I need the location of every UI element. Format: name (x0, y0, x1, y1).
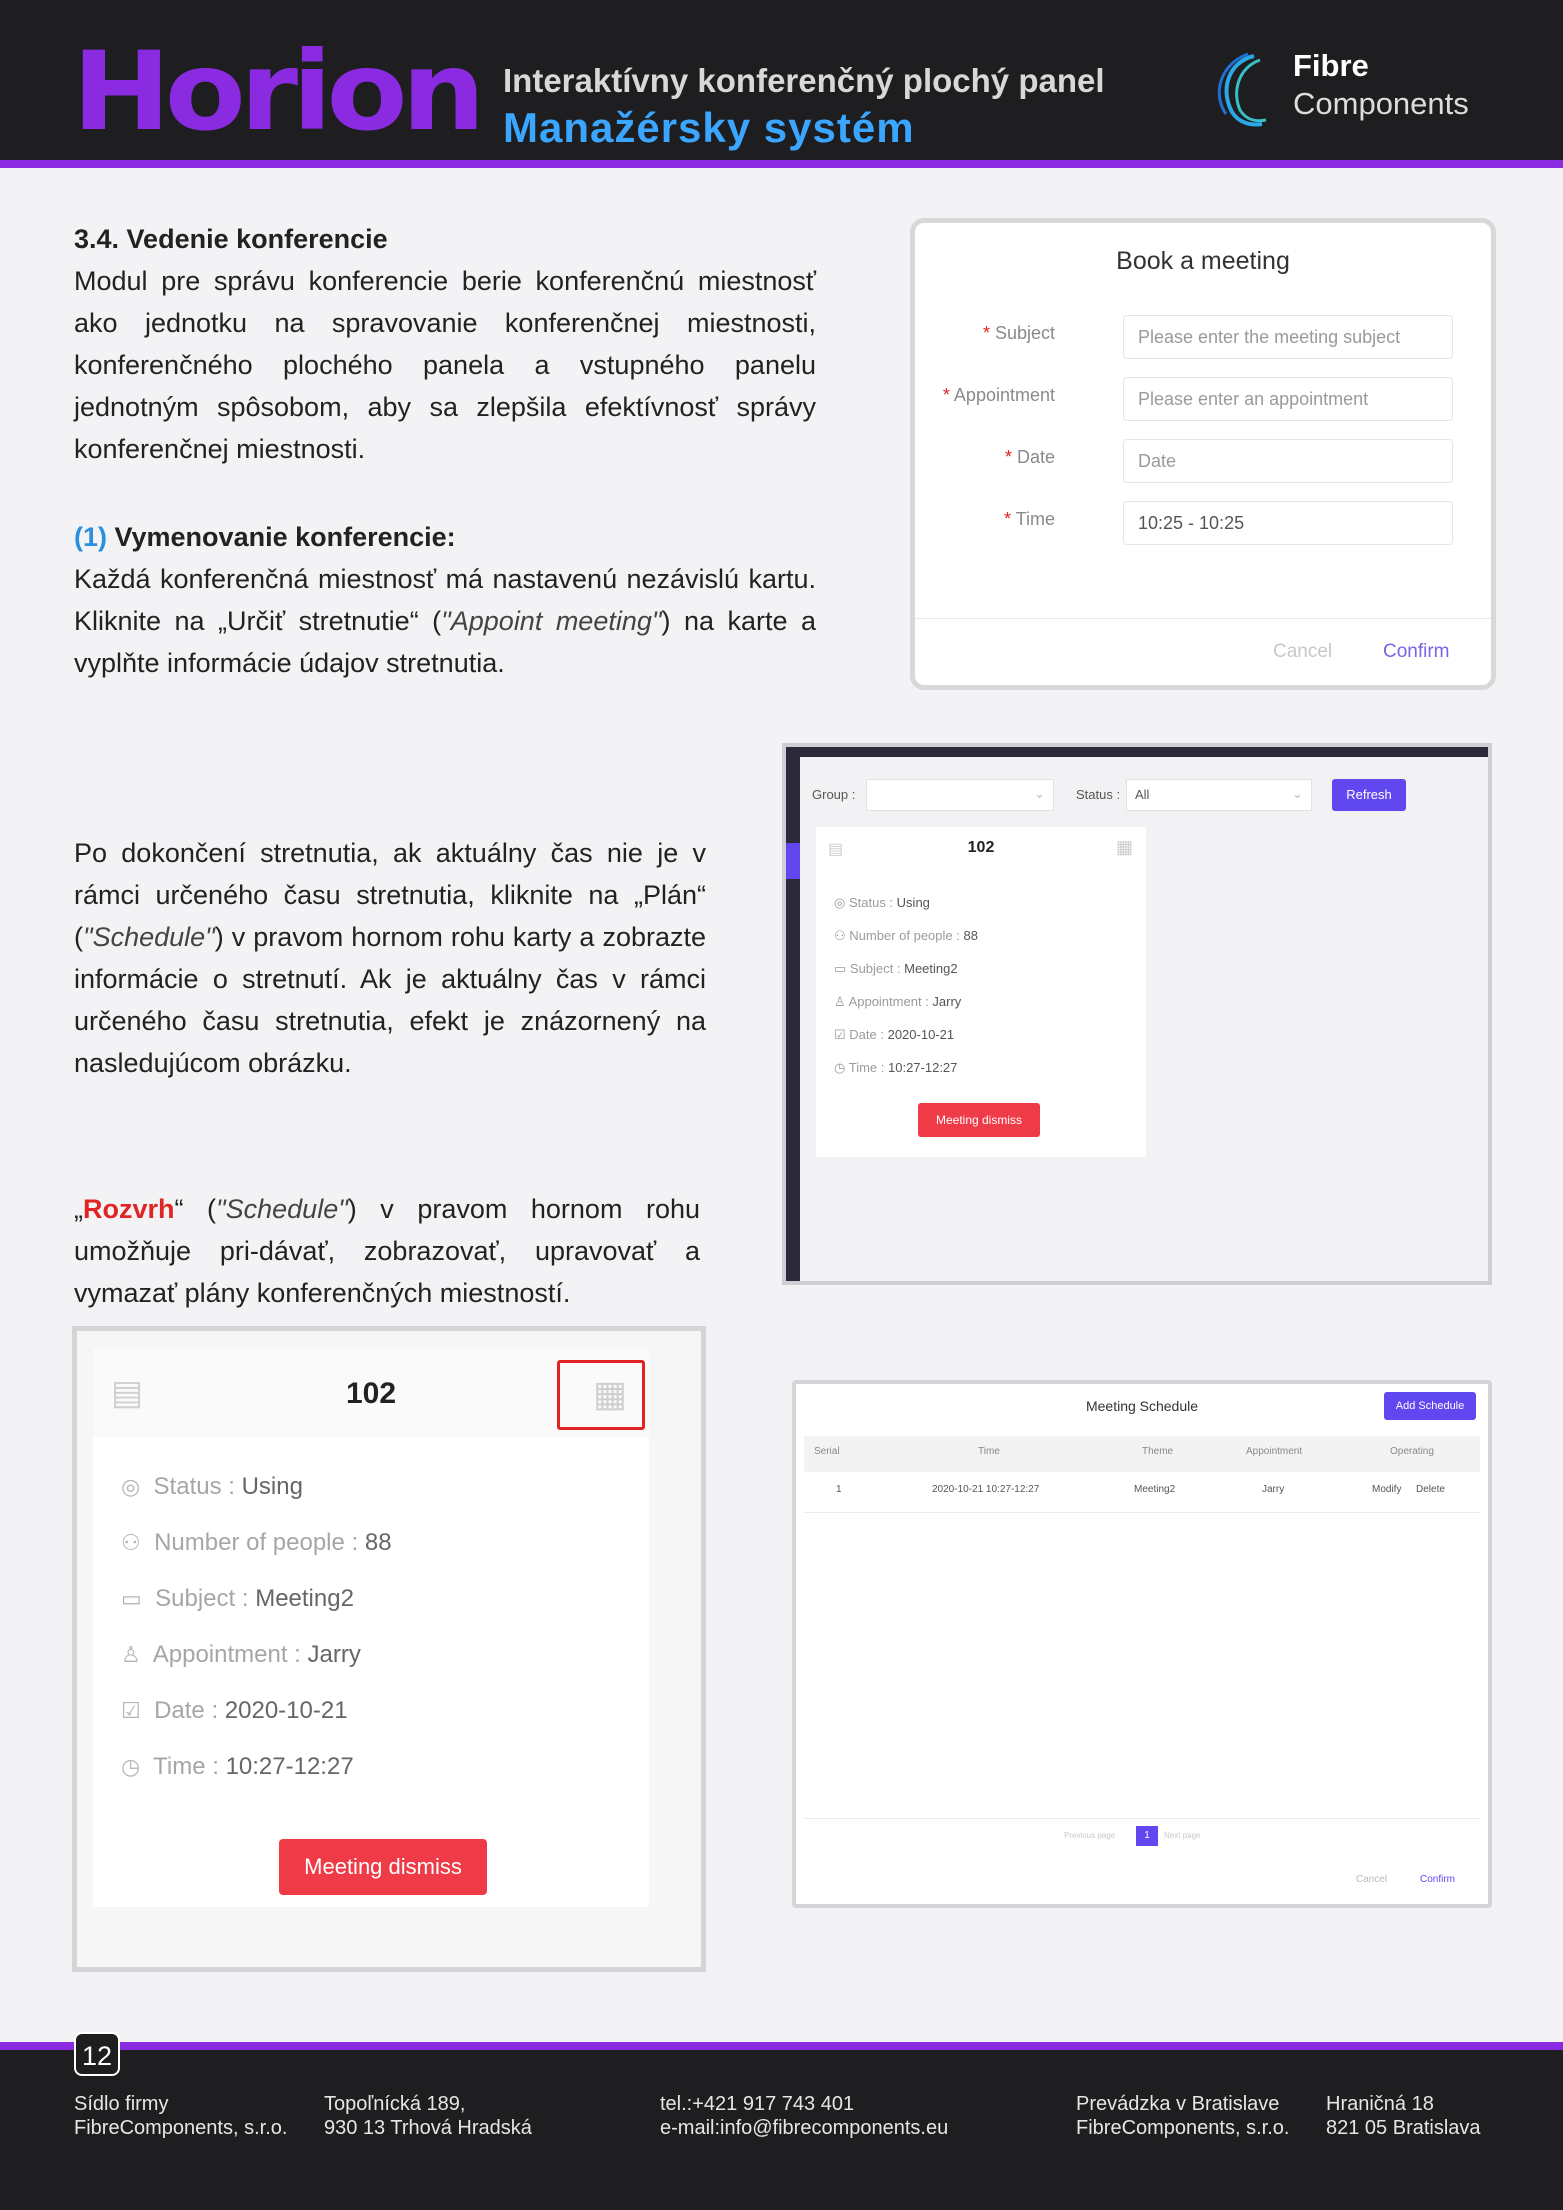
date-row: ☑ Date : 2020-10-21 (121, 1697, 348, 1724)
time-input[interactable]: 10:25 - 10:25 (1123, 501, 1453, 545)
date-check-icon: ☑ (121, 1698, 141, 1723)
time-row: ◷ Time : 10:27-12:27 (121, 1753, 354, 1780)
side-bar (786, 757, 800, 1281)
schedule-title: Meeting Schedule (1085, 1398, 1199, 1414)
group-label: Group : (812, 787, 856, 802)
document-icon: ▤ (111, 1374, 144, 1412)
paragraph-appoint-text-a: Každá konferenčná miestnosť má nastavenú nezávislú kartu. Kliknite na „Určiť stretnutie“ ( (74, 564, 816, 636)
date-input[interactable]: Date (1123, 439, 1453, 483)
section-heading: 3.4. Vedenie konferencie (74, 224, 388, 254)
footer-hq-city: 930 13 Trhová Hradská (324, 2117, 532, 2139)
col-serial: Serial (814, 1446, 840, 1457)
people-icon: ⚇ (121, 1530, 141, 1555)
paragraph-rozvrh-quote-open: „ (74, 1194, 83, 1224)
subsection-heading (74, 516, 456, 558)
schedule-highlight-box (557, 1360, 645, 1430)
paragraph-appoint (74, 558, 816, 684)
row-divider (804, 1512, 1480, 1513)
page-1-button[interactable]: 1 (1136, 1826, 1158, 1846)
paragraph-schedule-text-b: ) v pravom hornom rohu karty a zobrazte informácie o stretnutí. Ak je aktuálny čas v rámci určeného času stretnutia, efekt je znázornený na nasledujúcom obrázku. (74, 922, 706, 1078)
footer-ops-company: FibreComponents, s.r.o. (1076, 2117, 1290, 2139)
appointment-label: * Appointment (942, 385, 1055, 405)
paragraph-rozvrh-quote-close: “ ( (174, 1194, 217, 1224)
schedule-calendar-icon[interactable]: ▦ (1116, 837, 1134, 857)
next-page-button[interactable]: Next page (1164, 1831, 1201, 1840)
top-bar (786, 747, 1488, 757)
row-serial: 1 (836, 1484, 842, 1495)
paragraph-appoint-text-b: ) na karte a vyplňte informácie údajov stretnutia. (74, 606, 816, 678)
footer-hq-street: Topoľnícká 189, (324, 2093, 466, 2115)
book-meeting-dialog (910, 218, 1496, 690)
status-filter-label: Status : (1076, 787, 1121, 802)
fibre-components-logo-icon (1210, 50, 1290, 130)
paragraph-schedule (74, 832, 706, 1084)
paragraph-schedule-italic: "Schedule" (83, 922, 215, 952)
footer-hq-label: Sídlo firmy (74, 2093, 169, 2115)
confirm-button[interactable]: Confirm (1383, 641, 1450, 662)
paragraph-rozvrh-text-b: ) v pravom hornom rohu umožňuje pri-dávať, zobrazovať, upravovať a vymazať plány konferenčných miestností. (74, 1194, 700, 1308)
subsection-number: (1) (74, 522, 107, 552)
room-card-body (93, 1347, 649, 1907)
subject-label: * Subject (982, 323, 1055, 343)
room-number: 102 (967, 839, 995, 856)
cancel-button[interactable]: Cancel (1273, 641, 1333, 662)
row-theme: Meeting2 (1134, 1484, 1176, 1495)
room-list-screenshot (782, 743, 1492, 1285)
paragraph-rozvrh-italic: "Schedule" (216, 1194, 348, 1224)
col-time: Time (978, 1446, 1000, 1457)
col-appointment: Appointment (1246, 1446, 1303, 1457)
room-time-row: ◷ Time : 10:27-12:27 (834, 1060, 958, 1075)
room-card (816, 827, 1146, 1157)
status-select-value: All (1135, 787, 1150, 802)
date-label: * Date (1004, 447, 1055, 467)
footer-divider (804, 1818, 1480, 1819)
appointment-input[interactable]: Please enter an appointment (1123, 377, 1453, 421)
room-subject-row: ▭ Subject : Meeting2 (834, 961, 958, 976)
footer-ops-street: Hraničná 18 (1326, 2093, 1434, 2115)
meeting-dismiss-button[interactable]: Meeting dismiss (918, 1103, 1040, 1137)
status-select[interactable]: All ⌄ (1126, 779, 1312, 811)
header-title: Manažérsky systém (503, 104, 915, 151)
add-schedule-button[interactable]: Add Schedule (1384, 1392, 1476, 1420)
footer-email: e-mail:info@fibrecomponents.eu (660, 2117, 949, 2139)
footer-ops-city: 821 05 Bratislava (1326, 2117, 1481, 2139)
footer-ops-label: Prevádzka v Bratislave (1076, 2093, 1280, 2115)
page-number: 12 (74, 2032, 120, 2076)
paragraph-rozvrh-red: Rozvrh (83, 1194, 175, 1224)
col-theme: Theme (1142, 1446, 1174, 1457)
section-intro: Modul pre správu konferencie berie konferenčnú miestnosť ako jednotku na spravovanie konferenčnej miestnosti, konferenčného plochého panela a vstupného panelu jednotným spôsobom, aby sa zlepšila efektívnosť správy konferenčnej miestnosti. (74, 266, 816, 464)
paragraph-rozvrh (74, 1188, 700, 1314)
time-label: * Time (1003, 509, 1055, 529)
status-row: ◎ Status : Using (121, 1473, 303, 1500)
previous-page-button[interactable]: Previous page (1064, 1831, 1116, 1840)
brand-name-line2: Components (1293, 86, 1469, 121)
room-number: 102 (345, 1377, 397, 1410)
subject-row: ▭ Subject : Meeting2 (121, 1585, 354, 1612)
paragraph-appoint-italic: "Appoint meeting" (441, 606, 662, 636)
refresh-button[interactable]: Refresh (1332, 779, 1406, 811)
document-icon: ▤ (828, 841, 844, 858)
header-subtitle: Interaktívny konferenčný plochý panel (503, 62, 1105, 99)
footer-tel: tel.:+421 917 743 401 (660, 2093, 855, 2115)
meeting-dismiss-button[interactable]: Meeting dismiss (279, 1839, 487, 1895)
row-time: 2020-10-21 10:27-12:27 (932, 1484, 1040, 1495)
room-people-row: ⚇ Number of people : 88 (834, 928, 978, 943)
meeting-schedule-dialog (792, 1380, 1492, 1908)
room-status-row: ◎ Status : Using (834, 895, 930, 910)
paragraph-schedule-text-a: Po dokončení stretnutia, ak aktuálny čas nie je v rámci určeného času stretnutia, kliknite na „Plán“ ( (74, 838, 706, 952)
dialog-divider (915, 618, 1491, 619)
appointment-row: ♙ Appointment : Jarry (121, 1641, 361, 1668)
person-icon: ♙ (121, 1642, 141, 1667)
clock-icon: ◷ (121, 1754, 141, 1779)
schedule-calendar-icon[interactable]: ▦ (593, 1373, 628, 1414)
group-select[interactable]: ⌄ (866, 779, 1054, 811)
monitor-icon: ▭ (121, 1586, 142, 1611)
subsection-title: Vymenovanie konferencie: (114, 522, 456, 552)
side-bar-active-marker (786, 843, 800, 879)
cancel-button[interactable]: Cancel (1356, 1874, 1388, 1885)
brand-name-line1: Fibre (1293, 48, 1369, 83)
subject-input[interactable]: Please enter the meeting subject (1123, 315, 1453, 359)
book-meeting-title: Book a meeting (1116, 247, 1290, 275)
horion-logo: Horion (72, 28, 480, 155)
room-date-row: ☑ Date : 2020-10-21 (834, 1027, 955, 1042)
confirm-button[interactable]: Confirm (1420, 1874, 1456, 1885)
modify-button[interactable]: Modify (1372, 1484, 1402, 1495)
col-operating: Operating (1390, 1446, 1434, 1457)
footer-hq-company: FibreComponents, s.r.o. (74, 2117, 288, 2139)
status-icon: ◎ (121, 1474, 141, 1499)
delete-button[interactable]: Delete (1416, 1484, 1445, 1495)
room-card-zoomed (72, 1326, 706, 1972)
people-row: ⚇ Number of people : 88 (121, 1529, 392, 1556)
header-divider (0, 160, 1563, 168)
row-appointment: Jarry (1262, 1484, 1285, 1495)
room-appointment-row: ♙ Appointment : Jarry (834, 994, 962, 1009)
footer-divider-line (0, 2042, 1563, 2050)
